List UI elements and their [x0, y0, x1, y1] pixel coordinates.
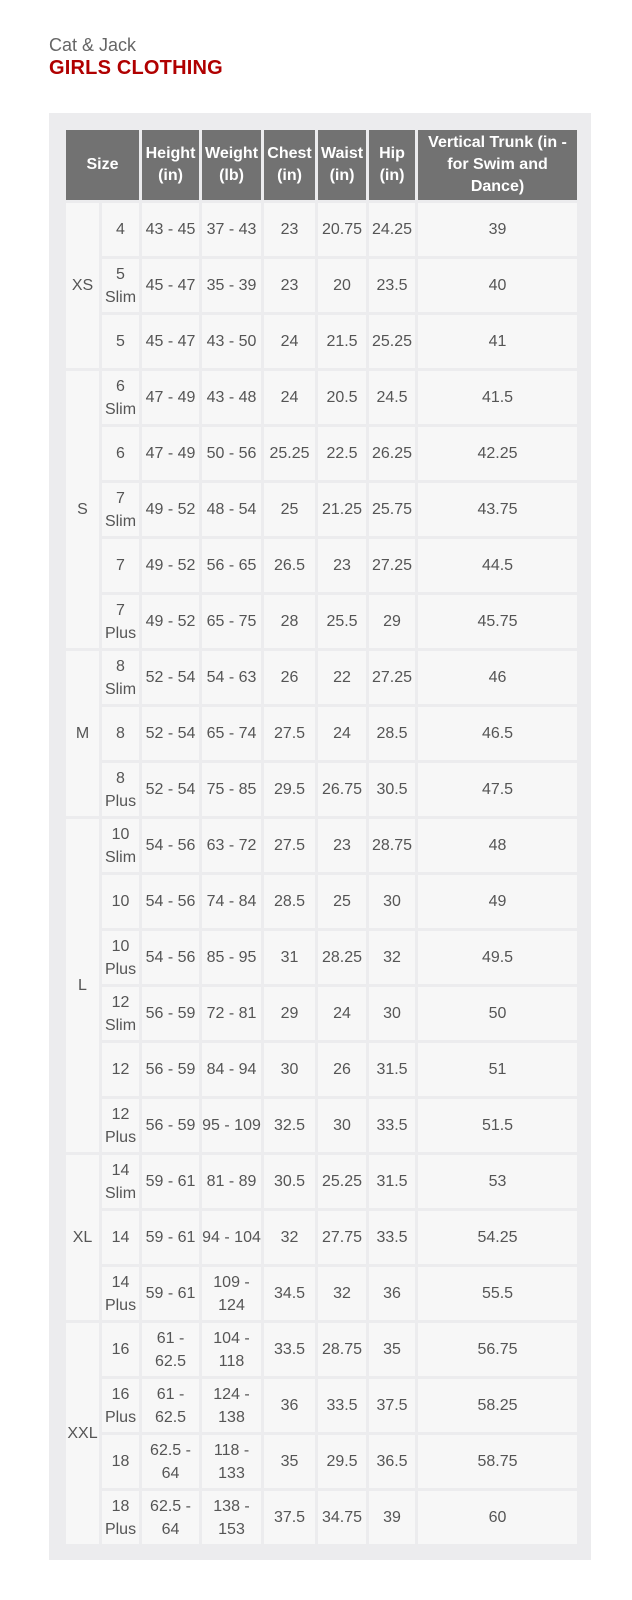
table-row — [66, 1043, 577, 1096]
size-cell: 16 Plus — [102, 1379, 139, 1432]
hip-cell: 35 — [369, 1323, 415, 1376]
size-cell: 7 — [102, 539, 139, 592]
page-header — [49, 34, 223, 80]
height-cell: 45 - 47 — [142, 315, 199, 368]
chest-cell: 23 — [264, 259, 315, 312]
hip-cell: 30 — [369, 875, 415, 928]
size-group-label: L — [66, 819, 99, 1152]
vertical-trunk-cell: 58.25 — [418, 1379, 577, 1432]
size-cell: 12 — [102, 1043, 139, 1096]
chest-cell: 26 — [264, 651, 315, 704]
size-group-label: XS — [66, 203, 99, 368]
height-cell: 47 - 49 — [142, 427, 199, 480]
vertical-trunk-cell: 54.25 — [418, 1211, 577, 1264]
size-cell: 6 Slim — [102, 371, 139, 424]
weight-cell: 65 - 74 — [202, 707, 261, 760]
weight-cell: 118 - 133 — [202, 1435, 261, 1488]
hip-cell: 36 — [369, 1267, 415, 1320]
hip-cell: 27.25 — [369, 539, 415, 592]
weight-cell: 37 - 43 — [202, 203, 261, 256]
vertical-trunk-cell: 51 — [418, 1043, 577, 1096]
table-row — [66, 539, 577, 592]
waist-cell: 34.75 — [318, 1491, 366, 1544]
size-cell: 7 Plus — [102, 595, 139, 648]
height-cell: 43 - 45 — [142, 203, 199, 256]
vertical-trunk-cell: 46.5 — [418, 707, 577, 760]
hip-cell: 31.5 — [369, 1043, 415, 1096]
size-chart-table — [63, 127, 580, 1547]
size-cell: 5 Slim — [102, 259, 139, 312]
vertical-trunk-cell: 51.5 — [418, 1099, 577, 1152]
height-cell: 54 - 56 — [142, 931, 199, 984]
chest-cell: 26.5 — [264, 539, 315, 592]
hip-cell: 36.5 — [369, 1435, 415, 1488]
height-cell: 59 - 61 — [142, 1211, 199, 1264]
waist-cell: 20 — [318, 259, 366, 312]
height-cell: 56 - 59 — [142, 1099, 199, 1152]
weight-cell: 35 - 39 — [202, 259, 261, 312]
table-row — [66, 931, 577, 984]
size-cell: 7 Slim — [102, 483, 139, 536]
chest-cell: 34.5 — [264, 1267, 315, 1320]
table-row — [66, 1379, 577, 1432]
chest-cell: 24 — [264, 315, 315, 368]
weight-cell: 104 - 118 — [202, 1323, 261, 1376]
vertical-trunk-cell: 43.75 — [418, 483, 577, 536]
waist-cell: 25.25 — [318, 1155, 366, 1208]
table-row — [66, 203, 577, 256]
height-cell: 61 - 62.5 — [142, 1379, 199, 1432]
table-row — [66, 595, 577, 648]
waist-cell: 26 — [318, 1043, 366, 1096]
hip-cell: 29 — [369, 595, 415, 648]
hip-cell: 39 — [369, 1491, 415, 1544]
height-cell: 61 - 62.5 — [142, 1323, 199, 1376]
size-cell: 14 Slim — [102, 1155, 139, 1208]
chest-cell: 32 — [264, 1211, 315, 1264]
column-header-chest: Chest (in) — [264, 130, 315, 200]
hip-cell: 28.75 — [369, 819, 415, 872]
size-cell: 8 Plus — [102, 763, 139, 816]
waist-cell: 22 — [318, 651, 366, 704]
weight-cell: 109 - 124 — [202, 1267, 261, 1320]
hip-cell: 33.5 — [369, 1211, 415, 1264]
height-cell: 59 - 61 — [142, 1155, 199, 1208]
size-group-label: XXL — [66, 1323, 99, 1544]
column-header-size: Size — [66, 130, 139, 200]
chest-cell: 27.5 — [264, 819, 315, 872]
height-cell: 49 - 52 — [142, 595, 199, 648]
chest-cell: 36 — [264, 1379, 315, 1432]
weight-cell: 94 - 104 — [202, 1211, 261, 1264]
vertical-trunk-cell: 58.75 — [418, 1435, 577, 1488]
vertical-trunk-cell: 53 — [418, 1155, 577, 1208]
waist-cell: 27.75 — [318, 1211, 366, 1264]
column-header-vertical-trunk: Vertical Trunk (in - for Swim and Dance) — [418, 130, 577, 200]
height-cell: 59 - 61 — [142, 1267, 199, 1320]
table-header-row — [66, 130, 577, 200]
table-row — [66, 427, 577, 480]
table-row — [66, 763, 577, 816]
chest-cell: 27.5 — [264, 707, 315, 760]
height-cell: 49 - 52 — [142, 483, 199, 536]
vertical-trunk-cell: 49 — [418, 875, 577, 928]
size-chart-panel — [49, 113, 591, 1560]
weight-cell: 124 - 138 — [202, 1379, 261, 1432]
height-cell: 54 - 56 — [142, 875, 199, 928]
waist-cell: 23 — [318, 539, 366, 592]
weight-cell: 95 - 109 — [202, 1099, 261, 1152]
waist-cell: 24 — [318, 707, 366, 760]
weight-cell: 43 - 50 — [202, 315, 261, 368]
hip-cell: 25.75 — [369, 483, 415, 536]
waist-cell: 23 — [318, 819, 366, 872]
weight-cell: 81 - 89 — [202, 1155, 261, 1208]
chest-cell: 32.5 — [264, 1099, 315, 1152]
table-row — [66, 819, 577, 872]
weight-cell: 63 - 72 — [202, 819, 261, 872]
weight-cell: 74 - 84 — [202, 875, 261, 928]
height-cell: 47 - 49 — [142, 371, 199, 424]
weight-cell: 85 - 95 — [202, 931, 261, 984]
category-title: GIRLS CLOTHING — [49, 57, 223, 79]
table-row — [66, 1491, 577, 1544]
size-cell: 12 Slim — [102, 987, 139, 1040]
vertical-trunk-cell: 46 — [418, 651, 577, 704]
weight-cell: 84 - 94 — [202, 1043, 261, 1096]
size-cell: 8 — [102, 707, 139, 760]
weight-cell: 43 - 48 — [202, 371, 261, 424]
height-cell: 54 - 56 — [142, 819, 199, 872]
size-group-label: M — [66, 651, 99, 816]
height-cell: 52 - 54 — [142, 651, 199, 704]
size-cell: 6 — [102, 427, 139, 480]
hip-cell: 26.25 — [369, 427, 415, 480]
waist-cell: 26.75 — [318, 763, 366, 816]
waist-cell: 29.5 — [318, 1435, 366, 1488]
vertical-trunk-cell: 48 — [418, 819, 577, 872]
size-group-label: S — [66, 371, 99, 648]
size-cell: 10 Slim — [102, 819, 139, 872]
vertical-trunk-cell: 50 — [418, 987, 577, 1040]
height-cell: 56 - 59 — [142, 987, 199, 1040]
vertical-trunk-cell: 56.75 — [418, 1323, 577, 1376]
hip-cell: 24.25 — [369, 203, 415, 256]
size-cell: 18 — [102, 1435, 139, 1488]
hip-cell: 30.5 — [369, 763, 415, 816]
table-row — [66, 1267, 577, 1320]
table-row — [66, 1435, 577, 1488]
chest-cell: 24 — [264, 371, 315, 424]
column-header-weight: Weight (lb) — [202, 130, 261, 200]
hip-cell: 28.5 — [369, 707, 415, 760]
vertical-trunk-cell: 55.5 — [418, 1267, 577, 1320]
size-cell: 18 Plus — [102, 1491, 139, 1544]
vertical-trunk-cell: 44.5 — [418, 539, 577, 592]
size-cell: 16 — [102, 1323, 139, 1376]
weight-cell: 48 - 54 — [202, 483, 261, 536]
vertical-trunk-cell: 41 — [418, 315, 577, 368]
vertical-trunk-cell: 49.5 — [418, 931, 577, 984]
weight-cell: 54 - 63 — [202, 651, 261, 704]
height-cell: 62.5 - 64 — [142, 1491, 199, 1544]
weight-cell: 138 - 153 — [202, 1491, 261, 1544]
chest-cell: 23 — [264, 203, 315, 256]
chest-cell: 30 — [264, 1043, 315, 1096]
hip-cell: 37.5 — [369, 1379, 415, 1432]
vertical-trunk-cell: 40 — [418, 259, 577, 312]
waist-cell: 20.75 — [318, 203, 366, 256]
height-cell: 49 - 52 — [142, 539, 199, 592]
size-cell: 4 — [102, 203, 139, 256]
waist-cell: 20.5 — [318, 371, 366, 424]
weight-cell: 65 - 75 — [202, 595, 261, 648]
chest-cell: 30.5 — [264, 1155, 315, 1208]
size-group-label: XL — [66, 1155, 99, 1320]
table-body — [66, 203, 577, 1544]
vertical-trunk-cell: 60 — [418, 1491, 577, 1544]
waist-cell: 21.5 — [318, 315, 366, 368]
table-row — [66, 987, 577, 1040]
waist-cell: 30 — [318, 1099, 366, 1152]
size-cell: 10 — [102, 875, 139, 928]
size-cell: 14 Plus — [102, 1267, 139, 1320]
height-cell: 56 - 59 — [142, 1043, 199, 1096]
table-row — [66, 1099, 577, 1152]
size-cell: 8 Slim — [102, 651, 139, 704]
chest-cell: 28 — [264, 595, 315, 648]
vertical-trunk-cell: 41.5 — [418, 371, 577, 424]
chest-cell: 37.5 — [264, 1491, 315, 1544]
chest-cell: 29.5 — [264, 763, 315, 816]
brand-name: Cat & Jack — [49, 35, 137, 55]
size-cell: 5 — [102, 315, 139, 368]
table-row — [66, 707, 577, 760]
hip-cell: 23.5 — [369, 259, 415, 312]
weight-cell: 56 - 65 — [202, 539, 261, 592]
table-row — [66, 483, 577, 536]
waist-cell: 22.5 — [318, 427, 366, 480]
waist-cell: 25.5 — [318, 595, 366, 648]
vertical-trunk-cell: 42.25 — [418, 427, 577, 480]
hip-cell: 24.5 — [369, 371, 415, 424]
hip-cell: 30 — [369, 987, 415, 1040]
table-row — [66, 1323, 577, 1376]
vertical-trunk-cell: 45.75 — [418, 595, 577, 648]
table-row — [66, 259, 577, 312]
hip-cell: 27.25 — [369, 651, 415, 704]
table-row — [66, 875, 577, 928]
chest-cell: 29 — [264, 987, 315, 1040]
hip-cell: 32 — [369, 931, 415, 984]
vertical-trunk-cell: 47.5 — [418, 763, 577, 816]
column-header-height: Height (in) — [142, 130, 199, 200]
hip-cell: 31.5 — [369, 1155, 415, 1208]
chest-cell: 25 — [264, 483, 315, 536]
table-row — [66, 371, 577, 424]
height-cell: 52 - 54 — [142, 707, 199, 760]
height-cell: 62.5 - 64 — [142, 1435, 199, 1488]
height-cell: 45 - 47 — [142, 259, 199, 312]
weight-cell: 72 - 81 — [202, 987, 261, 1040]
waist-cell: 32 — [318, 1267, 366, 1320]
vertical-trunk-cell: 39 — [418, 203, 577, 256]
chest-cell: 33.5 — [264, 1323, 315, 1376]
chest-cell: 28.5 — [264, 875, 315, 928]
table-row — [66, 1211, 577, 1264]
column-header-hip: Hip (in) — [369, 130, 415, 200]
waist-cell: 24 — [318, 987, 366, 1040]
chest-cell: 35 — [264, 1435, 315, 1488]
hip-cell: 25.25 — [369, 315, 415, 368]
waist-cell: 25 — [318, 875, 366, 928]
table-row — [66, 1155, 577, 1208]
weight-cell: 75 - 85 — [202, 763, 261, 816]
size-cell: 10 Plus — [102, 931, 139, 984]
chest-cell: 25.25 — [264, 427, 315, 480]
waist-cell: 28.75 — [318, 1323, 366, 1376]
hip-cell: 33.5 — [369, 1099, 415, 1152]
column-header-waist: Waist (in) — [318, 130, 366, 200]
table-row — [66, 315, 577, 368]
size-cell: 14 — [102, 1211, 139, 1264]
waist-cell: 33.5 — [318, 1379, 366, 1432]
weight-cell: 50 - 56 — [202, 427, 261, 480]
table-row — [66, 651, 577, 704]
size-cell: 12 Plus — [102, 1099, 139, 1152]
height-cell: 52 - 54 — [142, 763, 199, 816]
waist-cell: 21.25 — [318, 483, 366, 536]
chest-cell: 31 — [264, 931, 315, 984]
waist-cell: 28.25 — [318, 931, 366, 984]
